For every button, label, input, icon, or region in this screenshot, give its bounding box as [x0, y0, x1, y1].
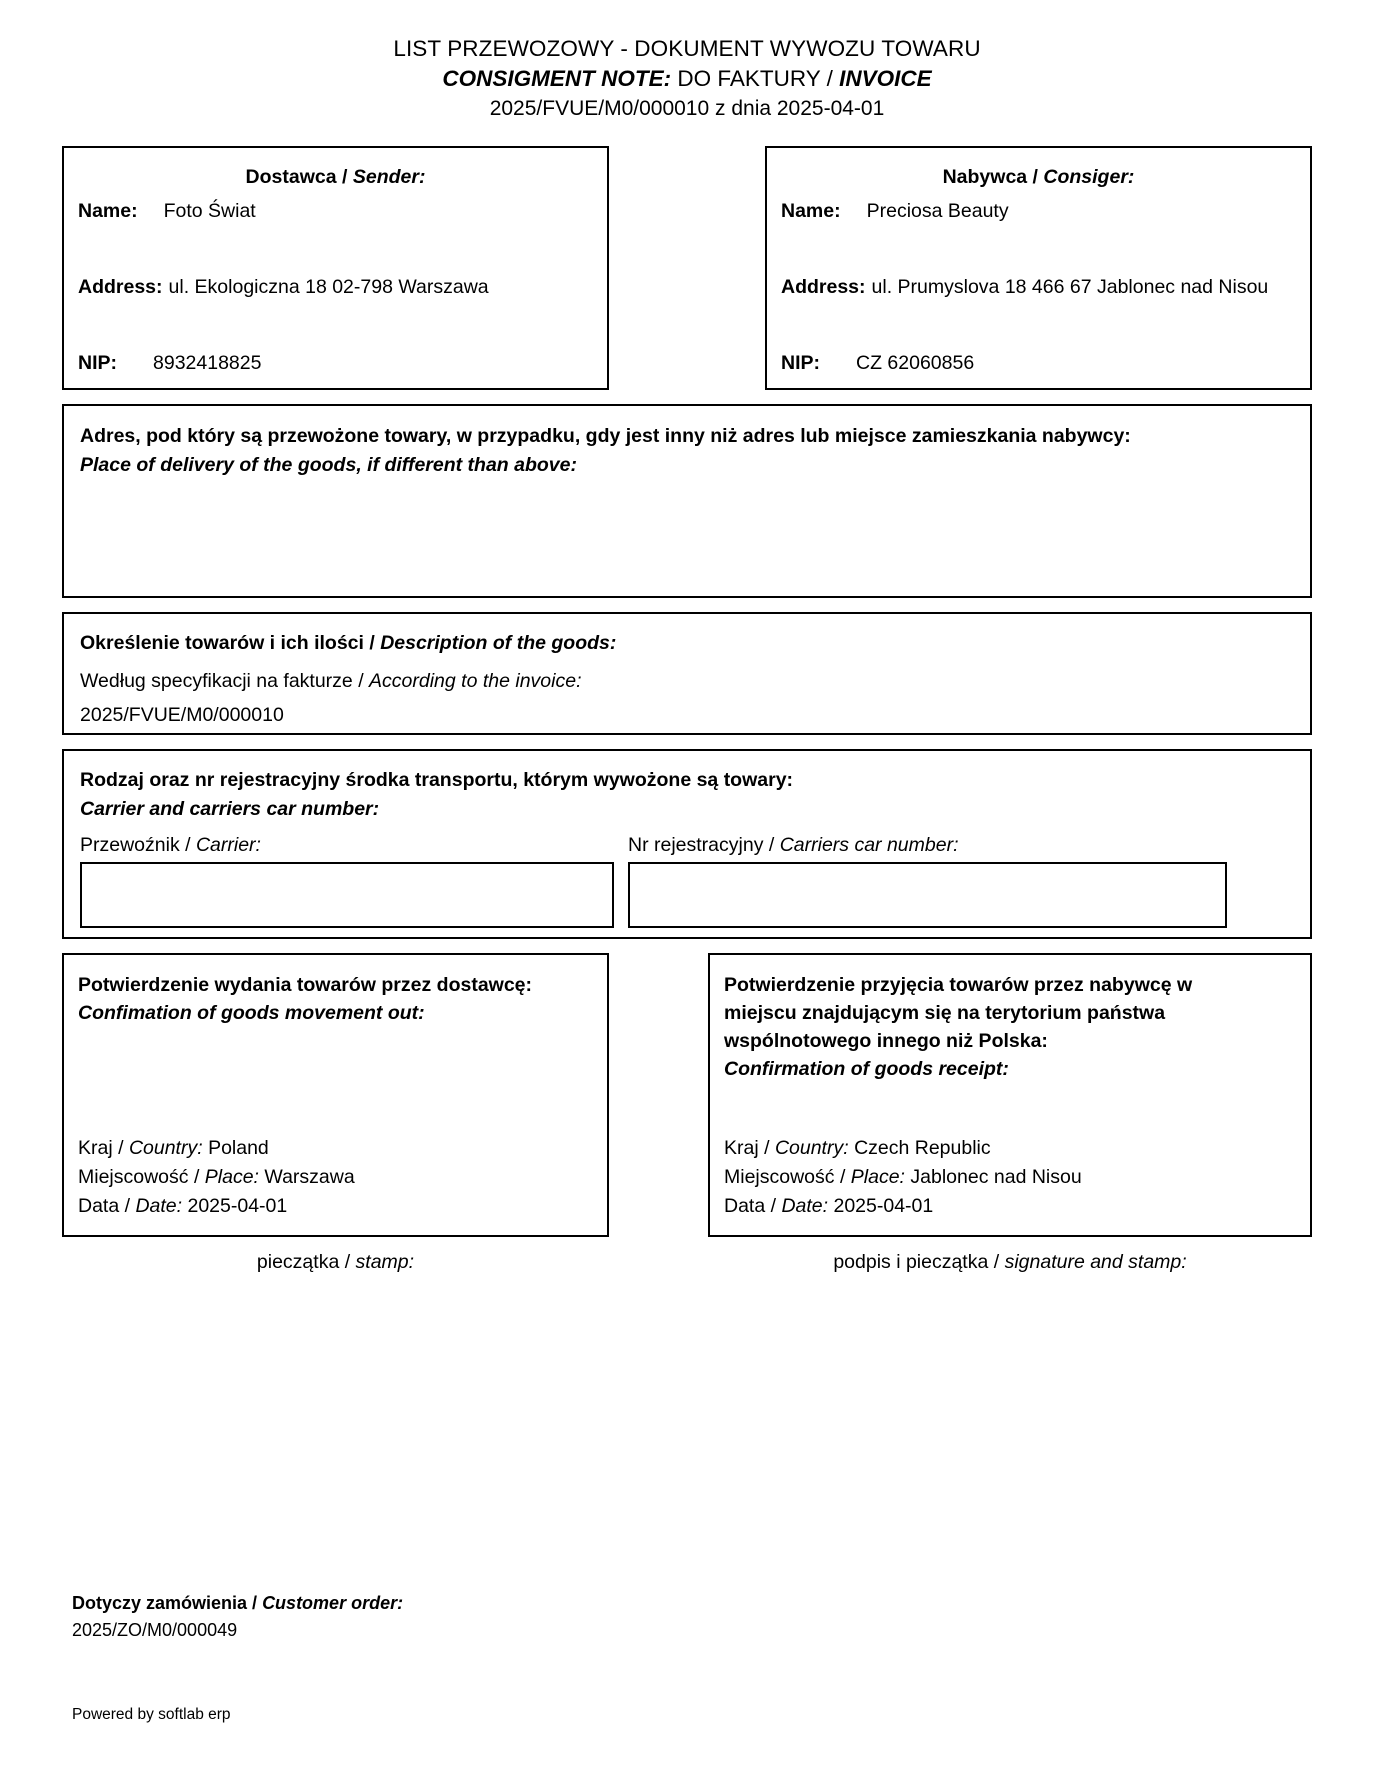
- sender-title: [64, 166, 607, 189]
- document-number-line: 2025/FVUE/M0/000010 z dnia 2025-04-01: [489, 97, 885, 120]
- customer-order-label-pl: Dotyczy zamówienia /: [72, 1593, 263, 1613]
- confirmation-out-date: [78, 1192, 355, 1221]
- document-content: [62, 34, 1312, 1274]
- stamp-labels-row: [62, 1251, 1312, 1274]
- confirmation-in-country: [724, 1134, 1082, 1163]
- consignee-nip-value: CZ 62060856: [856, 352, 975, 374]
- confirmation-out-label-en: Confimation of goods movement out:: [78, 1002, 425, 1024]
- confirmation-in-place-label-en: Place:: [850, 1166, 905, 1188]
- carrier-input-row: [80, 862, 1294, 928]
- goods-document-number: 2025/FVUE/M0/000010: [80, 704, 284, 726]
- goods-subline: [80, 667, 1294, 695]
- confirmation-out-label-pl: Potwierdzenie wydania towarów przez dostawcę:: [78, 974, 533, 996]
- confirmation-out-place-value: Warszawa: [264, 1166, 355, 1188]
- stamp-label-consignee-en: signature and stamp:: [1004, 1251, 1187, 1273]
- confirmation-in-country-value: Czech Republic: [854, 1137, 991, 1159]
- confirmation-out-country-label-pl: Kraj /: [78, 1137, 129, 1159]
- consignee-nip-field: [781, 352, 1300, 375]
- confirmation-out-country-value: Poland: [208, 1137, 269, 1159]
- confirmation-out-country: [78, 1134, 355, 1163]
- sender-nip-field: [78, 352, 597, 375]
- confirmation-in-date-label-pl: Data /: [724, 1195, 782, 1217]
- consignment-note-label: CONSIGMENT NOTE:: [442, 66, 672, 91]
- carrier-plate-label-pl: Nr rejestracyjny /: [628, 834, 780, 856]
- confirmation-in-box: [708, 953, 1312, 1237]
- delivery-place-label-en: Place of delivery of the goods, if different than above:: [80, 454, 577, 476]
- confirmation-in-country-label-en: Country:: [774, 1137, 849, 1159]
- sender-nip-value: 8932418825: [153, 352, 262, 374]
- confirmation-in-place: [724, 1163, 1082, 1192]
- carrier-plate-input[interactable]: [628, 862, 1227, 928]
- goods-subline-en: According to the invoice:: [369, 670, 582, 692]
- sender-title-pl: Dostawca /: [245, 166, 353, 188]
- consignee-address-label: Address:: [781, 276, 866, 298]
- sender-name-label: Name:: [78, 200, 138, 222]
- carrier-name-label-en: Carrier:: [195, 834, 261, 856]
- consignee-address-field: [781, 276, 1300, 299]
- confirmation-out-date-label-en: Date:: [135, 1195, 183, 1217]
- consignee-title-en: Consiger:: [1043, 166, 1135, 188]
- document-sheet: [10, 6, 1372, 1782]
- consignee-name-field: [781, 200, 1300, 223]
- goods-subline-pl: Według specyfikacji na fakturze /: [80, 670, 370, 692]
- confirmation-out-date-label-pl: Data /: [78, 1195, 136, 1217]
- confirmation-in-country-label-pl: Kraj /: [724, 1137, 775, 1159]
- sender-address-value: ul. Ekologiczna 18 02-798 Warszawa: [168, 276, 489, 298]
- confirmation-out-place: [78, 1163, 355, 1192]
- carrier-plate-label: [628, 834, 959, 857]
- sender-address-label: Address:: [78, 276, 163, 298]
- document-title-pl: LIST PRZEWOZOWY - DOKUMENT WYWOZU TOWARU: [393, 36, 981, 61]
- stamp-label-sender: [62, 1251, 609, 1274]
- confirmation-in-label-pl-line1: Potwierdzenie przyjęcia towarów przez nabywcę w: [724, 974, 1193, 996]
- consignee-title: [767, 166, 1310, 189]
- powered-by-label: Powered by softlab erp: [72, 1706, 231, 1723]
- sender-nip-label: NIP:: [78, 352, 117, 374]
- confirmation-in-meta: [724, 1134, 1082, 1221]
- confirmation-out-place-label-en: Place:: [204, 1166, 259, 1188]
- sender-title-en: Sender:: [352, 166, 426, 188]
- consignee-address-value: ul. Prumyslova 18 466 67 Jablonec nad Nisou: [871, 276, 1269, 298]
- confirmations-row: [62, 953, 1312, 1237]
- document-header: [62, 34, 1312, 124]
- sender-address-field: [78, 276, 597, 299]
- goods-heading: [80, 629, 1294, 657]
- stamp-label-consignee-pl: podpis i pieczątka /: [833, 1251, 1005, 1273]
- carrier-field-labels: [80, 834, 1294, 857]
- carrier-label-en: Carrier and carriers car number:: [80, 798, 380, 820]
- consignee-box: [765, 146, 1312, 390]
- carrier-name-label-pl: Przewoźnik /: [80, 834, 196, 856]
- carrier-name-input[interactable]: [80, 862, 614, 928]
- carrier-label-pl: Rodzaj oraz nr rejestracyjny środka transportu, którym wywożone są towary:: [80, 769, 794, 791]
- goods-heading-en: Description of the goods:: [380, 632, 617, 654]
- goods-heading-pl: Określenie towarów i ich ilości /: [80, 632, 381, 654]
- consignee-name-label: Name:: [781, 200, 841, 222]
- confirmation-in-place-label-pl: Miejscowość /: [724, 1166, 851, 1188]
- invoice-connector: DO FAKTURY /: [671, 66, 840, 91]
- confirmation-out-place-label-pl: Miejscowość /: [78, 1166, 205, 1188]
- carrier-name-label: [80, 834, 628, 857]
- stamp-label-consignee: [708, 1251, 1312, 1274]
- stamp-label-sender-en: stamp:: [355, 1251, 415, 1273]
- document-title-en: [62, 64, 1312, 94]
- consignee-name-value: Preciosa Beauty: [866, 200, 1009, 222]
- confirmation-in-date-value: 2025-04-01: [833, 1195, 934, 1217]
- confirmation-out-meta: [78, 1134, 355, 1221]
- confirmation-in-place-value: Jablonec nad Nisou: [910, 1166, 1082, 1188]
- sender-box: [62, 146, 609, 390]
- customer-order-footer: [72, 1590, 403, 1644]
- confirmation-in-label-pl-line3: wspólnotowego innego niż Polska:: [724, 1030, 1048, 1052]
- goods-description-box: [62, 612, 1312, 735]
- invoice-label: INVOICE: [839, 66, 932, 91]
- sender-name-field: [78, 200, 597, 223]
- delivery-place-label-pl: Adres, pod który są przewożone towary, w przypadku, gdy jest inny niż adres lub miejsce zamieszkania nabywcy:: [80, 425, 1131, 447]
- confirmation-in-date-label-en: Date:: [781, 1195, 829, 1217]
- carrier-plate-label-en: Carriers car number:: [779, 834, 959, 856]
- consignee-title-pl: Nabywca /: [942, 166, 1044, 188]
- consignee-nip-label: NIP:: [781, 352, 820, 374]
- confirmation-out-country-label-en: Country:: [128, 1137, 203, 1159]
- confirmation-out-date-value: 2025-04-01: [187, 1195, 288, 1217]
- parties-row: [62, 146, 1312, 390]
- sender-name-value: Foto Świat: [163, 200, 256, 222]
- customer-order-number: 2025/ZO/M0/000049: [72, 1620, 238, 1640]
- confirmation-in-label-en: Confirmation of goods receipt:: [724, 1058, 1009, 1080]
- stamp-label-sender-pl: pieczątka /: [256, 1251, 356, 1273]
- customer-order-label-en: Customer order:: [262, 1593, 404, 1613]
- confirmation-out-box: [62, 953, 609, 1237]
- customer-order-label: [72, 1590, 403, 1617]
- carrier-box: [62, 749, 1312, 939]
- confirmation-in-label-pl-line2: miejscu znajdującym się na terytorium państwa: [724, 1002, 1166, 1024]
- confirmation-in-date: [724, 1192, 1082, 1221]
- delivery-place-box: [62, 404, 1312, 598]
